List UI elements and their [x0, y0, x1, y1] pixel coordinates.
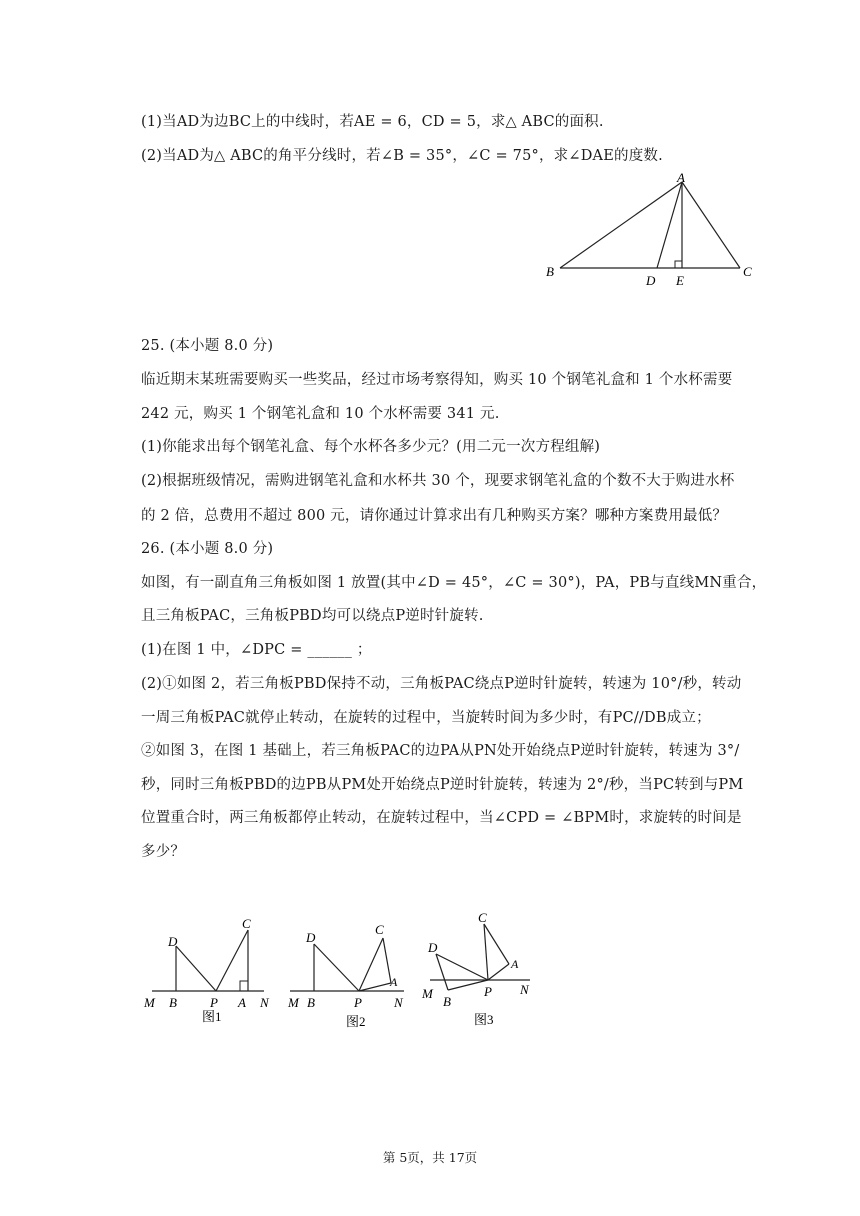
q26-stem-line2: 且三角板PAC，三角板PBD均可以绕点P逆时针旋转.	[141, 608, 484, 624]
q25-stem-line2: 242 元，购买 1 个钢笔礼盒和 10 个水杯需要 341 元.	[141, 406, 500, 422]
q26-part2-line2: 一周三角板PAC就停止转动，在旋转的过程中，当旋转时间为多少时，有PC//DB成立；	[141, 710, 711, 726]
q26-f1-label-M: M	[144, 995, 155, 1010]
q26-part2-line4: 秒，同时三角板PBD的边PB从PM处开始绕点P逆时针旋转，转速为 2°/秒，当PC转到与PM	[141, 777, 744, 793]
q26-f3-label-D: D	[428, 940, 438, 955]
q25-stem-line1: 临近期末某班需要购买一些奖品，经过市场考察得知，购买 10 个钢笔礼盒和 1 个水杯需要	[141, 372, 733, 388]
q26-part1: (1)在图 1 中，∠DPC = ______ ；	[141, 642, 372, 658]
q24-part1: (1)当AD为边BC上的中线时，若AE = 6，CD = 5，求△ ABC的面积.	[141, 114, 604, 130]
q26-figure-3	[421, 910, 530, 1027]
q24-label-D: D	[646, 273, 656, 288]
q25-part1: (1)你能求出每个钢笔礼盒、每个水杯各多少元？(用二元一次方程组解)	[141, 439, 601, 455]
q26-figure-1	[143, 916, 270, 1024]
q25-part2-line1: (2)根据班级情况，需购进钢笔礼盒和水杯共 30 个，现要求钢笔礼盒的个数不大于购进水杯	[141, 473, 735, 489]
q26-f1-label-B: B	[169, 995, 177, 1010]
q26-part2-line3: ②如图 3，在图 1 基础上，若三角板PAC的边PA从PN处开始绕点P逆时针旋转，转速为 3°/	[141, 743, 740, 759]
q26-f2-label-A: A	[390, 975, 398, 989]
q26-header: 26. (本小题 8.0 分)	[141, 541, 274, 557]
q24-label-E: E	[676, 273, 684, 288]
q26-f2-label-C: C	[375, 922, 384, 937]
q26-f2-label-N: N	[394, 995, 403, 1010]
q24-triangle-figure	[540, 170, 760, 290]
q26-figure-2	[287, 922, 404, 1029]
q26-figures	[138, 908, 558, 1038]
q26-f3-label-P: P	[484, 984, 492, 999]
q26-f3-label-B: B	[443, 994, 451, 1009]
q26-fig1-caption: 图1	[202, 1009, 222, 1024]
q26-f3-label-A: A	[511, 957, 519, 971]
q24-label-A: A	[677, 170, 685, 185]
q24-part2: (2)当AD为△ ABC的角平分线时，若∠B = 35°，∠C = 75°，求∠DAE的度数.	[141, 148, 663, 164]
q26-f1-label-D: D	[168, 934, 178, 949]
q26-fig2-caption: 图2	[346, 1014, 366, 1029]
q26-part2-line1: (2)①如图 2，若三角板PBD保持不动，三角板PAC绕点P逆时针旋转，转速为 10°/秒，转动	[141, 676, 742, 692]
q26-f3-label-C: C	[478, 910, 487, 925]
q26-stem-line1: 如图，有一副直角三角板如图 1 放置(其中∠D = 45°，∠C = 30°)，PA，PB与直线MN重合，	[141, 575, 767, 591]
q26-fig3-caption: 图3	[474, 1012, 494, 1027]
q26-f1-label-C: C	[242, 916, 251, 931]
q24-label-B: B	[546, 264, 554, 279]
q26-f3-label-M: M	[422, 986, 433, 1001]
q26-f2-label-D: D	[306, 930, 316, 945]
q26-f1-label-P: P	[210, 995, 218, 1010]
q26-f2-label-B: B	[307, 995, 315, 1010]
q24-label-C: C	[743, 264, 752, 279]
q25-part2-line2: 的 2 倍，总费用不超过 800 元，请你通过计算求出有几种购买方案？哪种方案费用最低？	[141, 508, 728, 524]
q26-f2-label-M: M	[288, 995, 299, 1010]
q26-f3-label-N: N	[520, 982, 529, 997]
q25-header: 25. (本小题 8.0 分)	[141, 338, 274, 354]
q26-f1-label-A: A	[238, 995, 246, 1010]
q26-part2-line6: 多少？	[141, 844, 186, 860]
q26-f2-label-P: P	[354, 995, 362, 1010]
q26-part2-line5: 位置重合时，两三角板都停止转动，在旋转过程中，当∠CPD = ∠BPM时，求旋转的时间是	[141, 810, 742, 826]
q26-f1-label-N: N	[260, 995, 269, 1010]
page-footer: 第 5页，共 17页	[382, 1150, 478, 1165]
